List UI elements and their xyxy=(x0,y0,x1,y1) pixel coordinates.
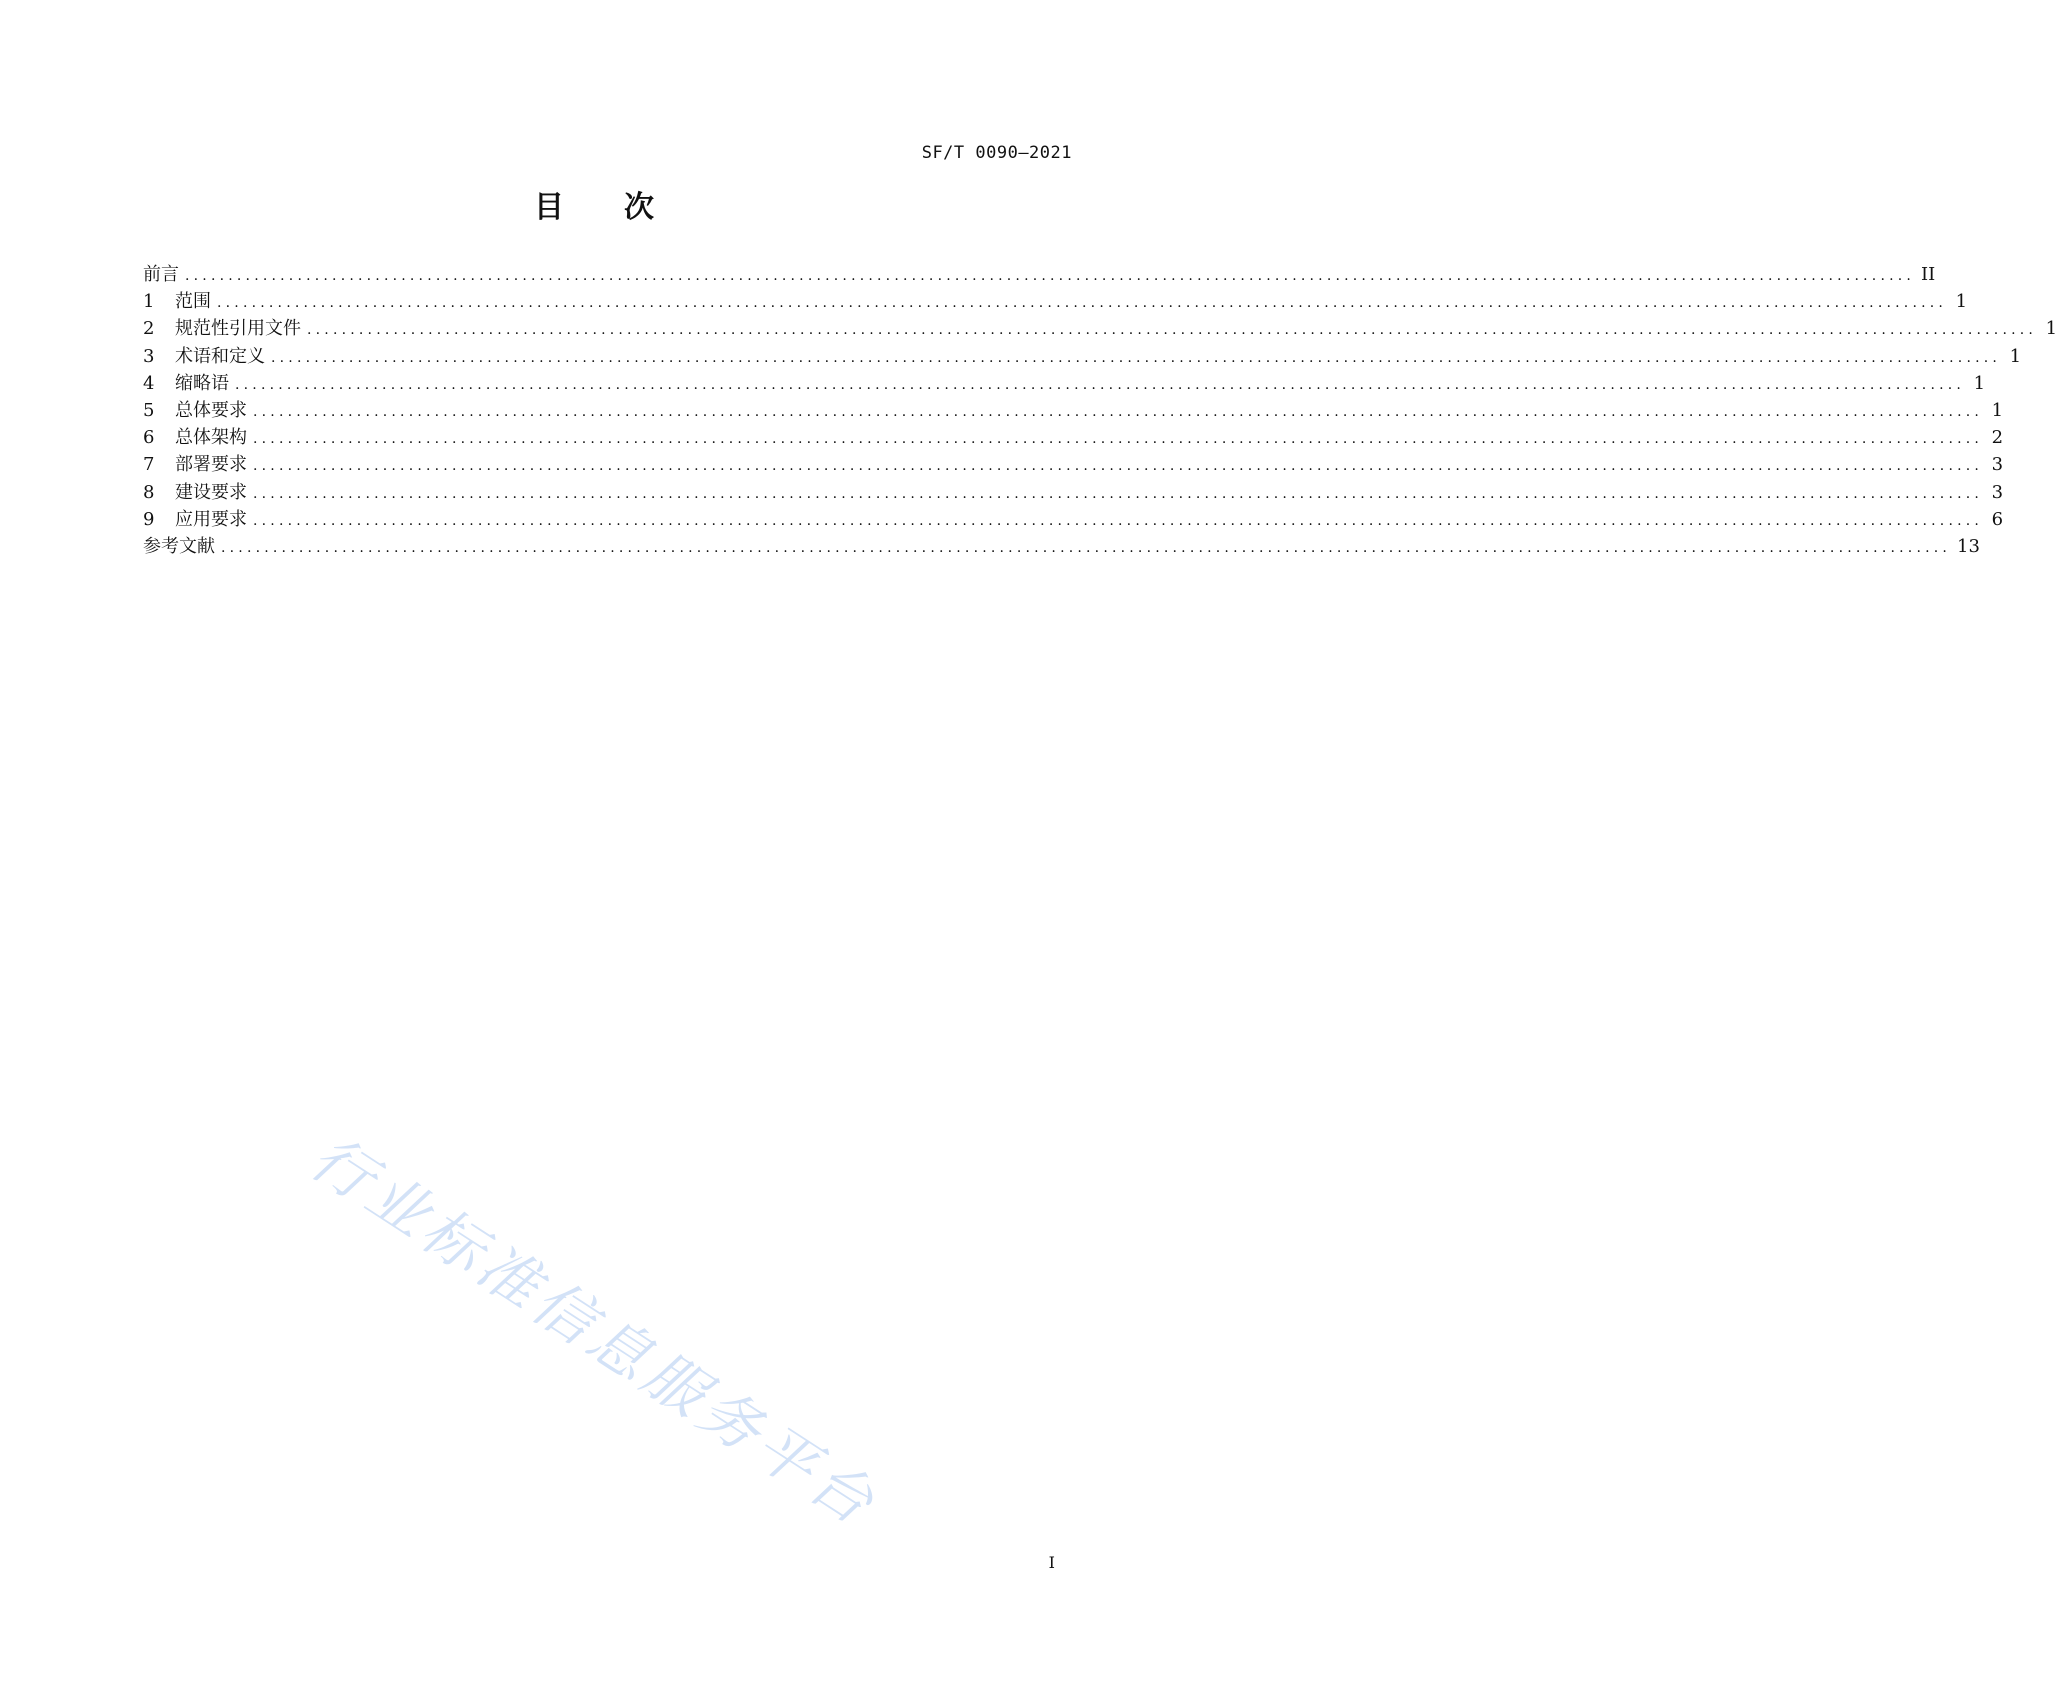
toc-leader-dots: ........................................................................................................................................................................................................ xyxy=(221,539,1952,556)
toc-title xyxy=(0,182,1190,226)
toc-entry-construction-requirements[interactable] xyxy=(143,479,2004,506)
table-of-contents xyxy=(143,261,2057,560)
toc-entry-scope[interactable] xyxy=(143,288,1968,315)
watermark: 行业标准信息服务平台 xyxy=(298,1122,890,1542)
toc-leader-dots: ........................................................................................................................................................................................................ xyxy=(235,376,1966,393)
toc-entry-page: II xyxy=(1921,264,1936,285)
toc-entry-terms-definitions[interactable] xyxy=(143,343,2022,370)
toc-entry-normative-references[interactable] xyxy=(143,315,2057,342)
toc-entry-application-requirements[interactable] xyxy=(143,506,2004,533)
toc-entry-label: 部署要求 xyxy=(175,454,247,476)
toc-entry-page: 1 xyxy=(2045,318,2057,340)
document-code: SF/T 0090—2021 xyxy=(921,143,1072,163)
toc-entry-overall-architecture[interactable] xyxy=(143,424,2004,451)
toc-entry-page: 13 xyxy=(1957,535,1980,557)
toc-entry-label: 应用要求 xyxy=(175,508,247,530)
toc-title-char-1: 目 xyxy=(534,190,566,225)
toc-leader-dots: ........................................................................................................................................................................................................ xyxy=(253,403,1984,420)
toc-entry-abbreviations[interactable] xyxy=(143,370,1986,397)
page-number: I xyxy=(1048,1553,1055,1572)
toc-entry-label: 缩略语 xyxy=(175,372,229,394)
toc-entry-bibliography[interactable] xyxy=(143,533,1980,560)
toc-leader-dots: ........................................................................................................................................................................................................ xyxy=(253,512,1984,529)
toc-entry-number: 8 xyxy=(143,481,155,503)
toc-entry-foreword[interactable] xyxy=(143,261,1936,288)
toc-leader-dots: ........................................................................................................................................................................................................ xyxy=(217,295,1948,312)
toc-entry-label: 建设要求 xyxy=(175,481,247,503)
toc-entry-general-requirements[interactable] xyxy=(143,397,2004,424)
toc-entry-label: 总体架构 xyxy=(175,427,247,449)
toc-entry-number: 1 xyxy=(143,291,155,313)
toc-leader-dots: ........................................................................................................................................................................................................ xyxy=(307,322,2038,339)
toc-leader-dots: ........................................................................................................................................................................................................ xyxy=(253,485,1984,502)
toc-title-char-2: 次 xyxy=(624,190,656,225)
toc-entry-number: 2 xyxy=(143,318,155,340)
toc-entry-label: 范围 xyxy=(175,291,211,313)
toc-entry-number: 4 xyxy=(143,372,155,394)
toc-leader-dots: ........................................................................................................................................................................................................ xyxy=(185,268,1916,284)
toc-entry-page: 6 xyxy=(1991,508,2004,530)
toc-entry-page: 3 xyxy=(1991,454,2004,476)
toc-entry-page: 1 xyxy=(1955,291,1968,313)
toc-entry-deployment-requirements[interactable] xyxy=(143,451,2004,478)
toc-entry-page: 3 xyxy=(1991,481,2004,503)
toc-entry-number: 9 xyxy=(143,508,155,530)
toc-entry-label: 术语和定义 xyxy=(175,345,265,367)
toc-entry-number: 3 xyxy=(143,345,155,367)
toc-entry-number: 7 xyxy=(143,454,155,476)
toc-leader-dots: ........................................................................................................................................................................................................ xyxy=(253,458,1984,475)
toc-entry-page: 1 xyxy=(1973,372,1986,394)
toc-entry-label: 参考文献 xyxy=(143,535,215,557)
toc-entry-label: 前言 xyxy=(143,264,179,285)
toc-leader-dots: ........................................................................................................................................................................................................ xyxy=(271,349,2002,366)
toc-entry-page: 2 xyxy=(1991,427,2004,449)
toc-entry-number: 6 xyxy=(143,427,155,449)
toc-entry-label: 规范性引用文件 xyxy=(175,318,301,340)
toc-entry-page: 1 xyxy=(1991,399,2004,421)
toc-entry-label: 总体要求 xyxy=(175,399,247,421)
toc-leader-dots: ........................................................................................................................................................................................................ xyxy=(253,431,1984,448)
toc-entry-number: 5 xyxy=(143,399,155,421)
toc-entry-page: 1 xyxy=(2009,345,2022,367)
